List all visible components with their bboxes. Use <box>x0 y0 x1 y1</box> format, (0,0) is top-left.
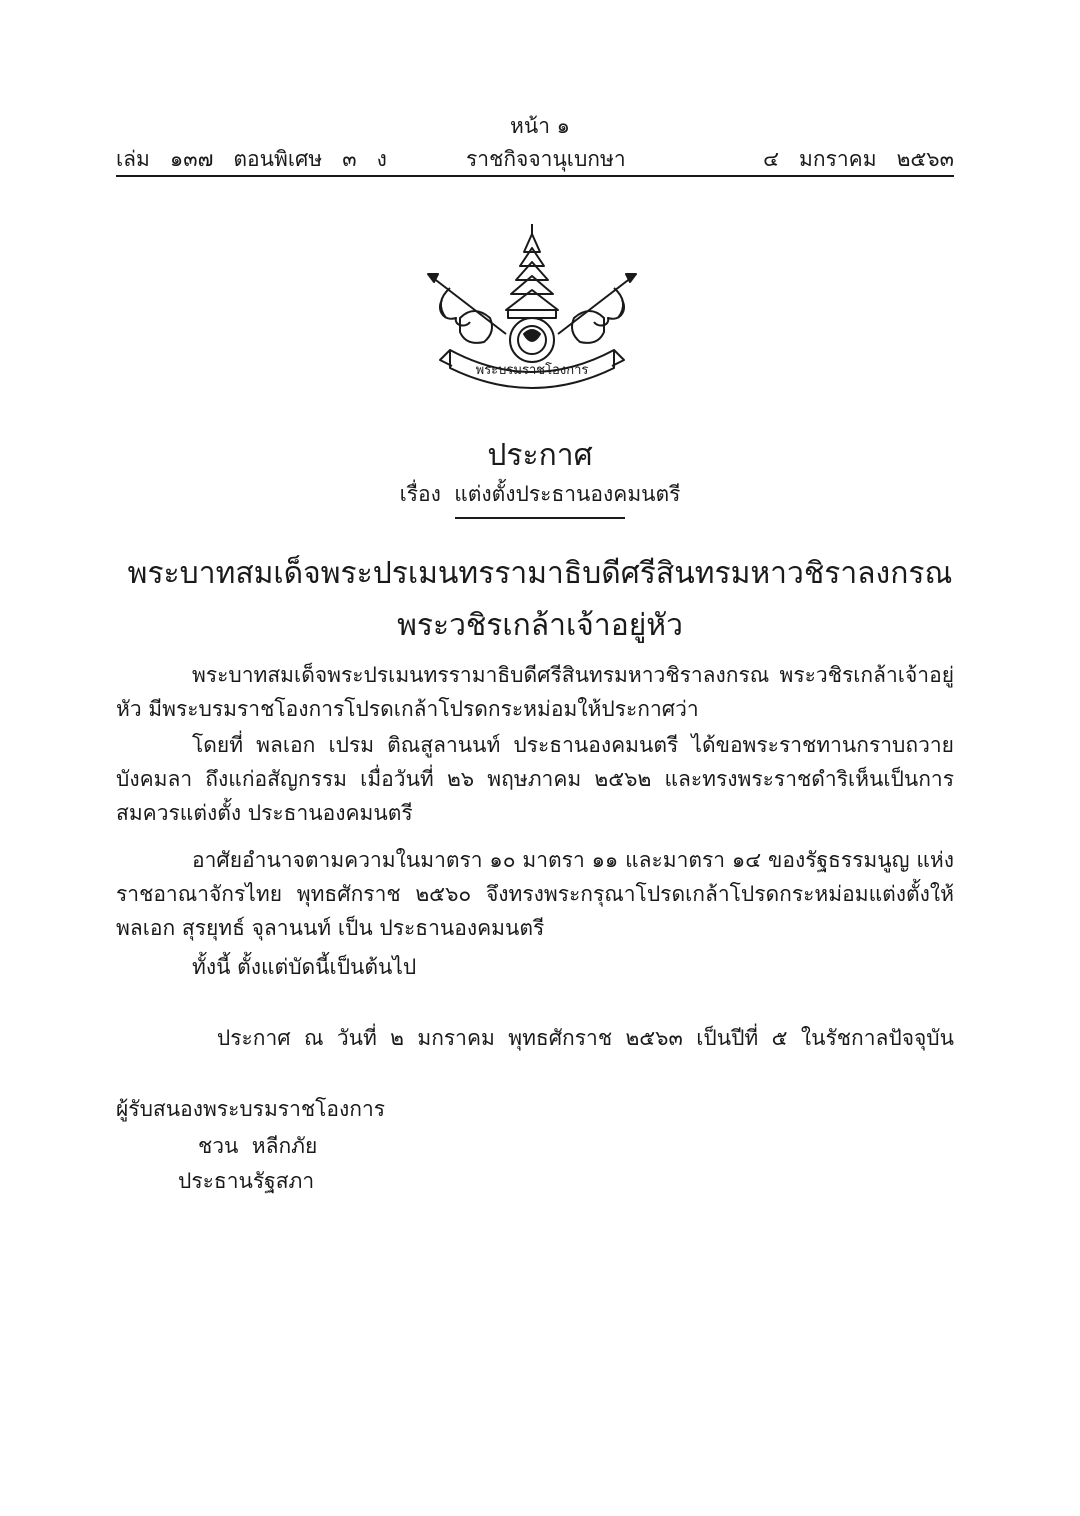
king-title-line-1: พระบาทสมเด็จพระปรเมนทรรามาธิบดีศรีสินทรมหาวชิราลงกรณ <box>127 556 953 591</box>
header-divider <box>116 175 954 177</box>
countersign-name: ชวน หลีกภัย <box>198 1134 318 1158</box>
body-paragraph-4: ทั้งนี้ ตั้งแต่บัดนี้เป็นต้นไป <box>192 955 417 979</box>
announcement-title: ประกาศ <box>487 438 593 473</box>
garuda-royal-emblem-icon <box>420 222 644 392</box>
svg-text:พระบรมราชโองการ: พระบรมราชโองการ <box>475 363 589 378</box>
countersign-label: ผู้รับสนองพระบรมราชโองการ <box>116 1097 386 1121</box>
king-title-line-2: พระวชิรเกล้าเจ้าอยู่หัว <box>397 608 683 643</box>
volume-info: เล่ม ๑๓๗ ตอนพิเศษ ๓ ง <box>116 147 387 171</box>
subject-divider <box>455 517 625 519</box>
gazette-header <box>116 143 954 175</box>
body-paragraph-1: พระบาทสมเด็จพระปรเมนทรรามาธิบดีศรีสินทรมหาวชิราลงกรณ พระวชิรเกล้าเจ้าอยู่หัว มีพระบรมราชโองการโปรดเกล้าโปรดกระหม่อมให้ประกาศว่า <box>116 663 954 721</box>
gazette-name: ราชกิจจานุเบกษา <box>466 147 626 171</box>
announcement-subject: เรื่อง แต่งตั้งประธานองคมนตรี <box>399 482 681 506</box>
body-paragraph-3: อาศัยอำนาจตามความในมาตรา ๑๐ มาตรา ๑๑ และมาตรา ๑๔ ของรัฐธรรมนูญ แห่งราชอาณาจักรไทย พุทธศักราช ๒๕๖๐ จึงทรงพระกรุณาโปรดเกล้าโปรดกระหม่อมแต่งตั้งให้ พลเอก สุรยุทธ์ จุลานนท์ เป็น ประธานองคมนตรี <box>116 848 954 940</box>
gazette-date: ๔ มกราคม ๒๕๖๓ <box>763 147 954 171</box>
given-date-line: ประกาศ ณ วันที่ ๒ มกราคม พุทธศักราช ๒๕๖๓ เป็นปีที่ ๕ ในรัชกาลปัจจุบัน <box>216 1026 954 1050</box>
countersign-position: ประธานรัฐสภา <box>178 1169 315 1193</box>
page-number: หน้า ๑ <box>510 114 570 138</box>
body-paragraph-2: โดยที่ พลเอก เปรม ติณสูลานนท์ ประธานองคมนตรี ได้ขอพระราชทานกราบถวายบังคมลา ถึงแก่อสัญกรรม เมื่อวันที่ ๒๖ พฤษภาคม ๒๕๖๒ และทรงพระราชดำริเห็นเป็นการสมควรแต่งตั้ง ประธานองคมนตรี <box>116 733 954 825</box>
